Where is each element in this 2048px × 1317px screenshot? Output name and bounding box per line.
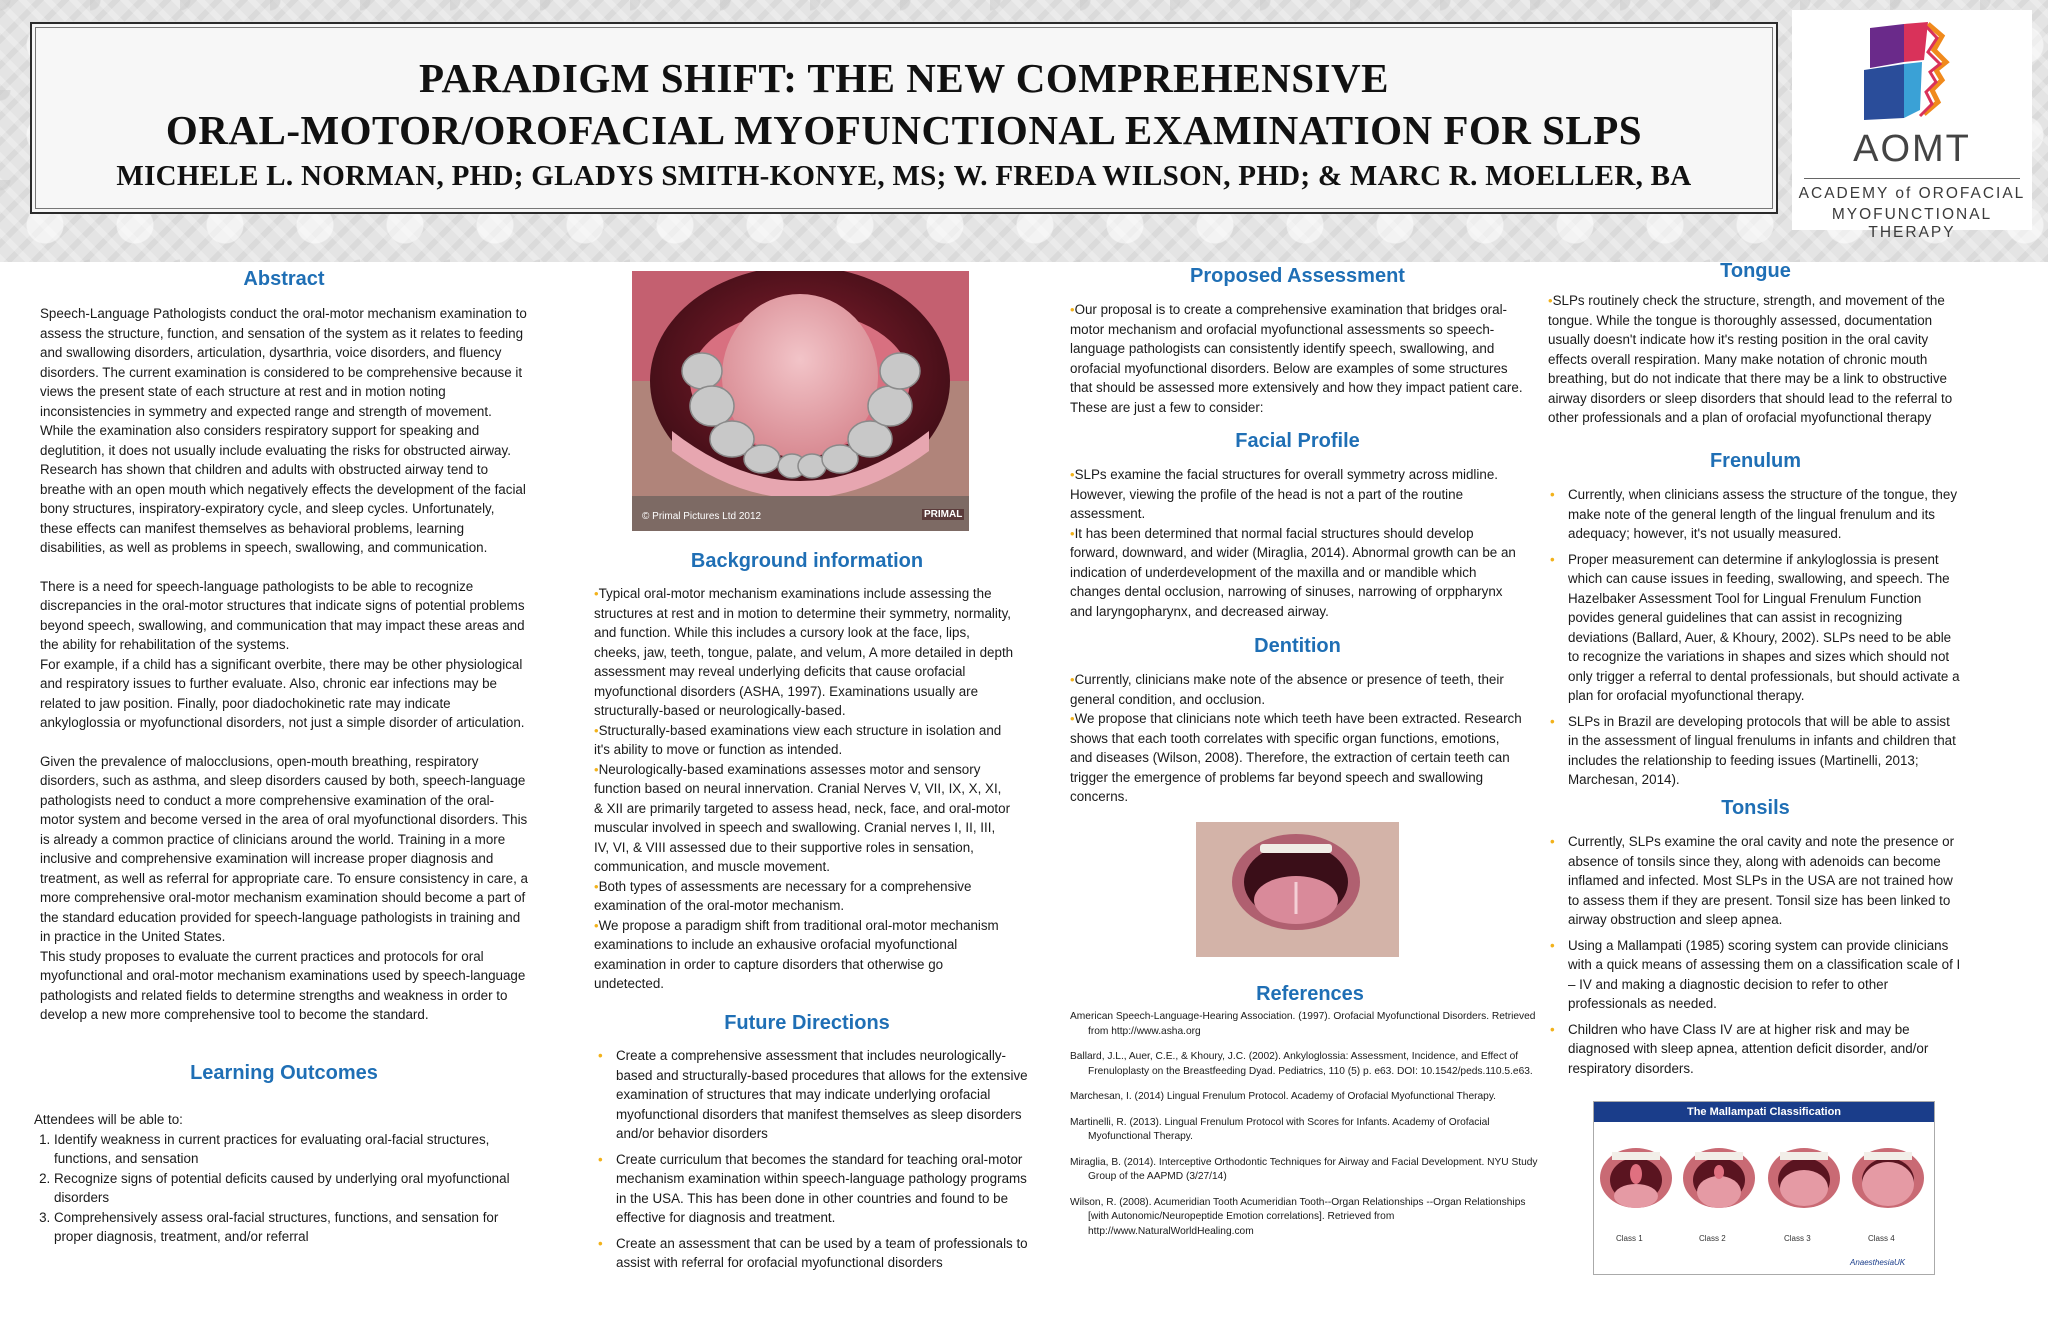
reference-item: Miraglia, B. (2014). Interceptive Orthodontic Techniques for Airway and Facial Development. NYU Study Group of the AAPMD (3/27/14) (1070, 1156, 1538, 1182)
bullet-icon: • (1550, 487, 1555, 502)
abstract-body (40, 304, 528, 1025)
list-item: 2. Recognize signs of potential deficits caused by underlying oral myofunctional disorders (54, 1169, 534, 1208)
logo-subtitle-2: MYOFUNCTIONAL THERAPY (1831, 206, 1993, 241)
facial-profile-body (1070, 465, 1525, 621)
dentition-heading: Dentition (1254, 635, 1341, 657)
list-item: • Create curriculum that becomes the standard for teaching oral-motor mechanism examination within speech-language pathology programs in the USA. This has been done in other countries and found to be effective for diagnosis and treatment. (598, 1151, 1027, 1225)
future-directions-heading: Future Directions (724, 1012, 890, 1034)
mallampati-title: The Mallampati Classification (1594, 1102, 1934, 1122)
reference-item: Wilson, R. (2008). Acumeridian Tooth Acumeridian Tooth--Organ Relationships --Organ Relationships [with Autonomic/Neuropeptide Emotion correlations]. Retrieved from http://www.NaturalWorldHealing.com (1070, 1196, 1526, 1237)
anaesthesia-uk-logo: AnaesthesiaUK (1850, 1258, 1906, 1267)
list-item: •Neurologically-based examinations assesses motor and sensory function based on neural innervation. Cranial Nerves V, VII, IX, X, XI, & XII are primarily targeted to assess head, neck, face, and oral-motor muscular involved in speech and swallowing. Cranial nerves I, II, III, IV, VI, & VIII assessed due to their supportive roles in sensation, communication, and muscle movement. (594, 761, 1011, 874)
list-item: 3. Comprehensively assess oral-facial structures, functions, and sensation for proper diagnosis, treatment, and/or referral (54, 1208, 534, 1247)
list-item: • Create a comprehensive assessment that includes neurologically-based and structurally-based procedures that allows for the extensive examination of structures that may indicate underlying orofacial myofunctional disorders that manifest themselves as sleep disorders and/or behavior disorders (598, 1048, 1028, 1141)
poster-authors: MICHELE L. NORMAN, PHD; GLADYS SMITH-KONYE, MS; W. FREDA WILSON, PHD; & MARC R. MOELLER, BA (116, 160, 1692, 192)
list-item: •SLPs examine the facial structures for overall symmetry across midline. However, viewing the profile of the head is not a part of the routine assessment. (1070, 467, 1499, 521)
learning-outcomes-body (34, 1110, 534, 1247)
list-item: • SLPs in Brazil are developing protocols that will be able to assist in the assessment of lingual frenulums in infants and children that includes the relationship to feeding issues (Martinelli, 2013; Marchesan, 2014). (1550, 713, 1956, 787)
bullet-icon: • (1070, 525, 1075, 541)
bullet-icon: • (1548, 293, 1553, 308)
primal-logo-badge: PRIMAL (924, 509, 963, 520)
tongue-heading: Tongue (1720, 260, 1791, 282)
reference-item: Ballard, J.L., Auer, C.E., & Khoury, J.C. (2002). Ankyloglossia: Assessment, Incidence, and Effect of Frenuloplasty on the Breastfeeding Dyad. Pediatrics, 110 (5) p. e63. DOI: 10.1542/peds.110.5.e63. (1070, 1051, 1533, 1077)
tonsils-body (1548, 832, 1963, 1084)
reference-item: Martinelli, R. (2013). Lingual Frenulum Protocol with Scores for Infants. Academy of Orofacial Myofunctional Therapy. (1070, 1116, 1490, 1142)
abstract-paragraph-1: Speech-Language Pathologists conduct the oral-motor mechanism examination to assess the structure, function, and sensation of the system as it relates to feeding and swallowing disorders, articulation, dysarthria, voice disorders, and fluency disorders. The current examination is considered to be comprehensive because it views the present state of each structure at rest and in motion noting inconsistencies in symmetry and expected range and strength of movement. While the examination also considers respiratory support for speaking and deglutition, it does not usually include evaluating the risks for obstructed airway. Research has shown that children and adults with obstructed airway tend to breathe with an open mouth which negatively effects the development of the facial bony structures, inspiratory-expiratory cycle, and sleep cycles. Unfortunately, these effects can manifest themselves as behavioral problems, learning disabilities, as well as problems in speech, swallowing, and communication. (40, 306, 527, 555)
list-item: •Structurally-based examinations view each structure in isolation and it's ability to move or function as intended. (594, 722, 1002, 757)
bullet-icon: • (594, 761, 599, 777)
reference-item: American Speech-Language-Hearing Association. (1997). Orofacial Myofunctional Disorders. Retrieved from http://www.asha.org (1070, 1011, 1536, 1037)
reference-item: Marchesan, I. (2014) Lingual Frenulum Protocol. Academy of Orofacial Myofunctional Therapy. (1070, 1091, 1497, 1102)
abstract-heading: Abstract (243, 268, 325, 290)
facial-profile-heading: Facial Profile (1235, 430, 1360, 452)
bullet-icon: • (594, 722, 599, 738)
mallampati-class-label: Class 3 (1784, 1234, 1811, 1243)
bullet-icon: • (594, 917, 599, 933)
list-item: •Both types of assessments are necessary for a comprehensive examination of the oral-motor mechanism. (594, 878, 972, 913)
mallampati-figure (1593, 1101, 1935, 1275)
bullet-icon: • (1550, 834, 1555, 849)
abstract-paragraph-3: For example, if a child has a significant overbite, there may be other physiological and respiratory issues to further evaluate. Also, chronic ear infections may be related to jaw position. Finally, poor diadochokinetic rate may indicate ankyloglossia or myofunctional disorders, not just a simple disorder of articulation. (40, 656, 525, 730)
open-mouth-photo (1196, 822, 1399, 957)
frenulum-heading: Frenulum (1709, 450, 1802, 472)
frenulum-list (1548, 485, 1963, 790)
bullet-icon: • (1070, 302, 1075, 317)
background-heading: Background information (690, 550, 924, 572)
image-copyright-caption: © Primal Pictures Ltd 2012 (642, 511, 762, 522)
bullet-icon: • (594, 878, 599, 894)
background-body (594, 584, 1014, 994)
references-heading: References (1256, 983, 1364, 1005)
tonsils-list (1548, 832, 1963, 1078)
mallampati-class-label: Class 1 (1616, 1234, 1643, 1243)
list-item: • Create an assessment that can be used by a team of professionals to assist with referral for orofacial myofunctional disorders (598, 1235, 1028, 1270)
bullet-icon: • (1550, 713, 1555, 729)
logo-divider (1804, 178, 2020, 179)
bullet-icon: • (594, 586, 599, 601)
bullet-icon: • (1550, 937, 1555, 953)
abstract-paragraph-5: This study proposes to evaluate the current practices and protocols for oral myofunctional and oral-motor mechanism examinations used by speech-language pathologists and related fields to determine strengths and weakness in order to develop a new more comprehensive tool to become the standard. (40, 948, 526, 1022)
bullet-icon: • (1070, 672, 1075, 687)
bullet-icon: • (598, 1048, 603, 1063)
references-list (1070, 1010, 1540, 1250)
bullet-icon: • (1550, 1021, 1555, 1037)
future-directions-body (596, 1046, 1036, 1279)
aomt-logo (1792, 10, 2032, 241)
bullet-icon: • (598, 1235, 603, 1251)
title-box (30, 22, 1778, 214)
tonsils-heading: Tonsils (1721, 797, 1790, 819)
aomt-face-logo-icon (1792, 10, 2032, 128)
list-item: 1. Identify weakness in current practices for evaluating oral-facial structures, functions, and sensation (54, 1130, 534, 1169)
proposed-assessment-heading: Proposed Assessment (1190, 265, 1405, 287)
mallampati-class-label: Class 4 (1868, 1234, 1895, 1243)
open-mouth-illustration (1196, 822, 1399, 957)
proposed-assessment-body: •Our proposal is to create a comprehensive examination that bridges oral-motor mechanism and orofacial myofunctional assessments so speech-language pathologists can consistently identify speech, swallowing, and orofacial myofunctional disorders. Below are examples of some structures that should be assessed more extensively and how they impact patient care. These are just a few to consider: (1070, 302, 1523, 415)
list-item: • Proper measurement can determine if ankyloglossia is present which can cause issues in feeding, swallowing, and speech. The Hazelbaker Assessment Tool for Lingual Frenulum Function povides general guidelines that can assist in recognizing deviations (Ballard, Auer, & Khoury, 2002). SLPs need to be able to recognize the variations in shapes and sizes which should not only trigger a referral to dental professionals, but should activate a plan for orofacial myofunctional therapy. (1550, 551, 1960, 703)
learning-outcomes-list (34, 1130, 534, 1247)
oral-cavity-3d-image (632, 271, 969, 531)
poster-title-line-1: PARADIGM SHIFT: THE NEW COMPREHENSIVE (419, 55, 1389, 101)
header-banner (0, 0, 2048, 262)
bullet-icon: • (598, 1151, 603, 1167)
poster-title-line-2: ORAL-MOTOR/OROFACIAL MYOFUNCTIONAL EXAMINATION FOR SLPS (165, 107, 1643, 153)
list-item: •We propose that clinicians note which teeth have been extracted. Research shows that each tooth correlates with specific organ functions, emotions, and diseases (Wilson, 2008). Therefore, the extraction of certain teeth can trigger the emergence of problems far beyond speech and swallowing concerns. (1070, 711, 1522, 804)
list-item: •It has been determined that normal facial structures should develop forward, downward, and wider (Miraglia, 2014). Abnormal growth can be an indication of underdevelopment of the maxilla and or mandible which changes dental occlusion, narrowing of sinuses, narrowing of orppharynx and laryngopharynx, and decreased airway. (1070, 525, 1516, 619)
list-item: •We propose a paradigm shift from traditional oral-motor mechanism examinations to include an exhausive orofacial myofunctional examination in order to capture disorders that otherwise go undetected. (594, 917, 999, 991)
learning-intro: Attendees will be able to: (34, 1112, 183, 1127)
list-item: •Currently, clinicians make note of the absence or presence of teeth, their general condition, and occlusion. (1070, 672, 1504, 707)
list-item: • Currently, SLPs examine the oral cavity and note the presence or absence of tonsils since they, along with adenoids can become inflamed and infected. Most SLPs in the USA are not trained how to assess them if they are present. Tonsil size has been linked to airway obstruction and sleep apnea. (1550, 834, 1955, 927)
frenulum-body (1548, 485, 1963, 796)
list-item: • Children who have Class IV are at higher risk and may be diagnosed with sleep apnea, attention deficit disorder, and/or respiratory disorders. (1550, 1021, 1929, 1076)
mallampati-class-label: Class 2 (1699, 1234, 1726, 1243)
bullet-icon: • (1550, 551, 1555, 567)
oral-cavity-illustration (632, 271, 969, 531)
list-item: •Typical oral-motor mechanism examinations include assessing the structures at rest and in motion to determine their symmetry, normality, and function. While this includes a cursory look at the face, lips, cheeks, jaw, teeth, tongue, palate, and velum, A more detailed in depth assessment may reveal underlying deficits that cause orofacial myofunctional disorders (ASHA, 1997). Examinations usually are structurally-based or neurologically-based. (594, 586, 1014, 718)
bullet-icon: • (1070, 467, 1075, 482)
dentition-body (1070, 670, 1525, 807)
bullet-icon: • (1070, 711, 1075, 726)
tongue-body: •SLPs routinely check the structure, strength, and movement of the tongue. While the tongue is thoroughly assessed, documentation usually doesn't indicate how it's resting position in the oral cavity effects overall respiration. Many make notation of chronic mouth breathing, but do not indicate that there may be a link to obstructive airway disorders or sleep disorders that should lead to the referral to other professionals and a plan of orofacial myofunctional therapy (1548, 293, 1953, 425)
abstract-paragraph-4: Given the prevalence of malocclusions, open-mouth breathing, respiratory disorders, such as asthma, and sleep disorders caused by both, speech-language pathologists need to conduct a more comprehensive examination of the oral-motor system and become versed in the area of oral myofunctional disorders. This is already a common practice of clinicians around the world. Training in a more inclusive and comprehensive examination will increase proper diagnosis and treatment, as well as referral for appropriate care. To ensure consistency in care, a more comprehensive oral-motor mechanism examination should become a part of the standard education provided for speech-language pathologists in training and in practice in the United States. (40, 753, 528, 944)
logo-subtitle-1: ACADEMY of OROFACIAL (1798, 185, 2026, 202)
list-item: • Currently, when clinicians assess the structure of the tongue, they make note of the general length of the lingual frenulum and its adequacy; however, it's not usually measured. (1550, 487, 1958, 541)
logo-name: AOMT (1853, 128, 1971, 170)
abstract-paragraph-2: There is a need for speech-language pathologists to be able to recognize discrepancies in the oral-motor structures that indicate signs of potential problems beyond speech, swallowing, and communication that may impact these areas and the ability for rehabilitation of the systems. (40, 578, 525, 652)
future-directions-list (596, 1046, 1036, 1273)
list-item: • Using a Mallampati (1985) scoring system can provide clinicians with a quick means of assessing them on a classification scale of I – IV and making a diagnostic decision to refer to other professionals as needed. (1550, 937, 1961, 1011)
learning-outcomes-heading: Learning Outcomes (190, 1062, 378, 1084)
